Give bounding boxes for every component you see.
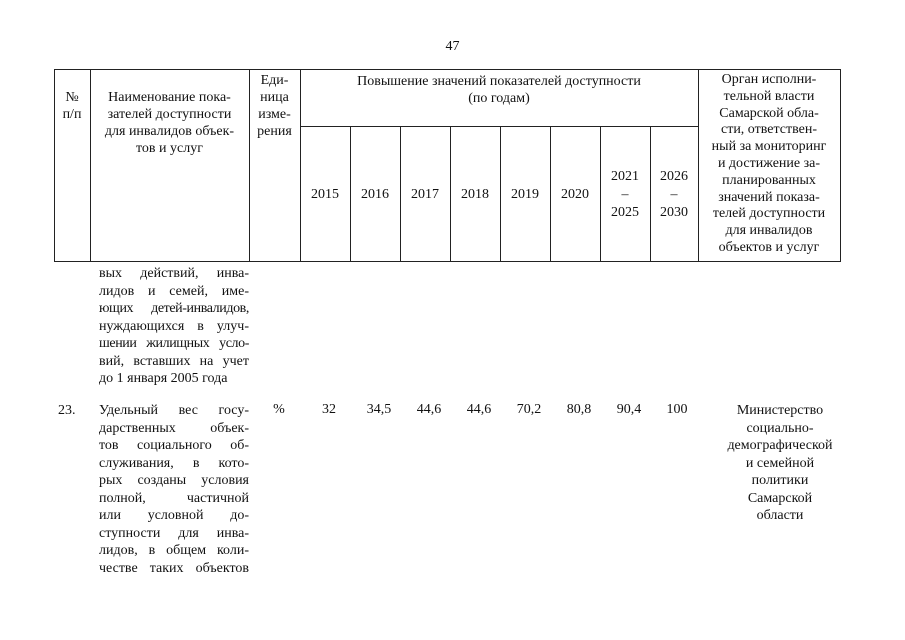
text-line: вий, вставших на учет — [99, 353, 249, 369]
year-2016: 2016 — [361, 186, 389, 202]
value-2019: 70,2 — [516, 402, 542, 417]
text-line: вых действий, инва- — [99, 266, 249, 281]
year-2020: 2020 — [561, 186, 589, 202]
row-unit: % — [273, 402, 285, 417]
text-line: дарственных объек- — [99, 420, 249, 436]
text-line: Удельный вес госу- — [99, 403, 249, 418]
row-number: 23. — [58, 403, 76, 418]
text-line: нуждающихся в улуч- — [99, 318, 249, 334]
row-organ: Министерство социально- демографической и семейной политики Самарской области — [727, 403, 833, 523]
text-line: до 1 января 2005 года — [99, 371, 228, 386]
text-line: тов социального об- — [99, 438, 249, 453]
value-2021-2025: 90,4 — [616, 402, 642, 417]
year-2021-2025: 2021 – 2025 — [611, 168, 639, 220]
value-2017: 44,6 — [416, 402, 442, 417]
year-2018: 2018 — [461, 186, 489, 202]
value-2016: 34,5 — [366, 402, 392, 417]
year-2019: 2019 — [511, 186, 539, 202]
header-increase: Повышение значений показателей доступности (по годам) — [357, 74, 641, 106]
text-line: ступности для инва- — [99, 525, 249, 541]
text-line: лидов и семей, име- — [99, 283, 249, 299]
text-line: рых созданы условия — [99, 473, 249, 488]
text-line: шении жилищных усло- — [99, 336, 249, 351]
year-2017: 2017 — [411, 186, 439, 202]
text-line: ющих детей-инвалидов, — [99, 301, 249, 316]
header-unit: Еди- ница изме- рения — [257, 73, 292, 139]
value-2018: 44,6 — [466, 402, 492, 417]
text-line: честве таких объектов — [99, 560, 249, 576]
header-top-border — [54, 69, 841, 70]
value-2015: 32 — [322, 402, 336, 417]
page-number: 47 — [445, 39, 460, 54]
text-line: полной, частичной — [99, 490, 249, 506]
text-line: лидов, в общем коли- — [99, 543, 249, 558]
table-header — [54, 69, 841, 262]
value-2026-2030: 100 — [666, 402, 688, 417]
header-indicator-name: Наименование пока- зателей доступности для инвалидов объек- тов и услуг — [104, 90, 235, 156]
text-line: служивания, в кото- — [99, 455, 249, 471]
header-num: № п/п — [62, 90, 82, 122]
text-line: или условной до- — [99, 508, 249, 523]
value-2020: 80,8 — [566, 402, 592, 417]
continued-indicator-text — [99, 265, 249, 388]
year-2015: 2015 — [311, 186, 339, 202]
row-indicator-name — [99, 402, 249, 577]
year-2026-2030: 2026 – 2030 — [660, 168, 688, 220]
header-organ: Орган исполни- тельной власти Самарской обла- сти, ответствен- ный за мониторинг и достижение за- планированных значений показа- телей доступности для инвалидов объектов и услуг — [711, 72, 827, 255]
